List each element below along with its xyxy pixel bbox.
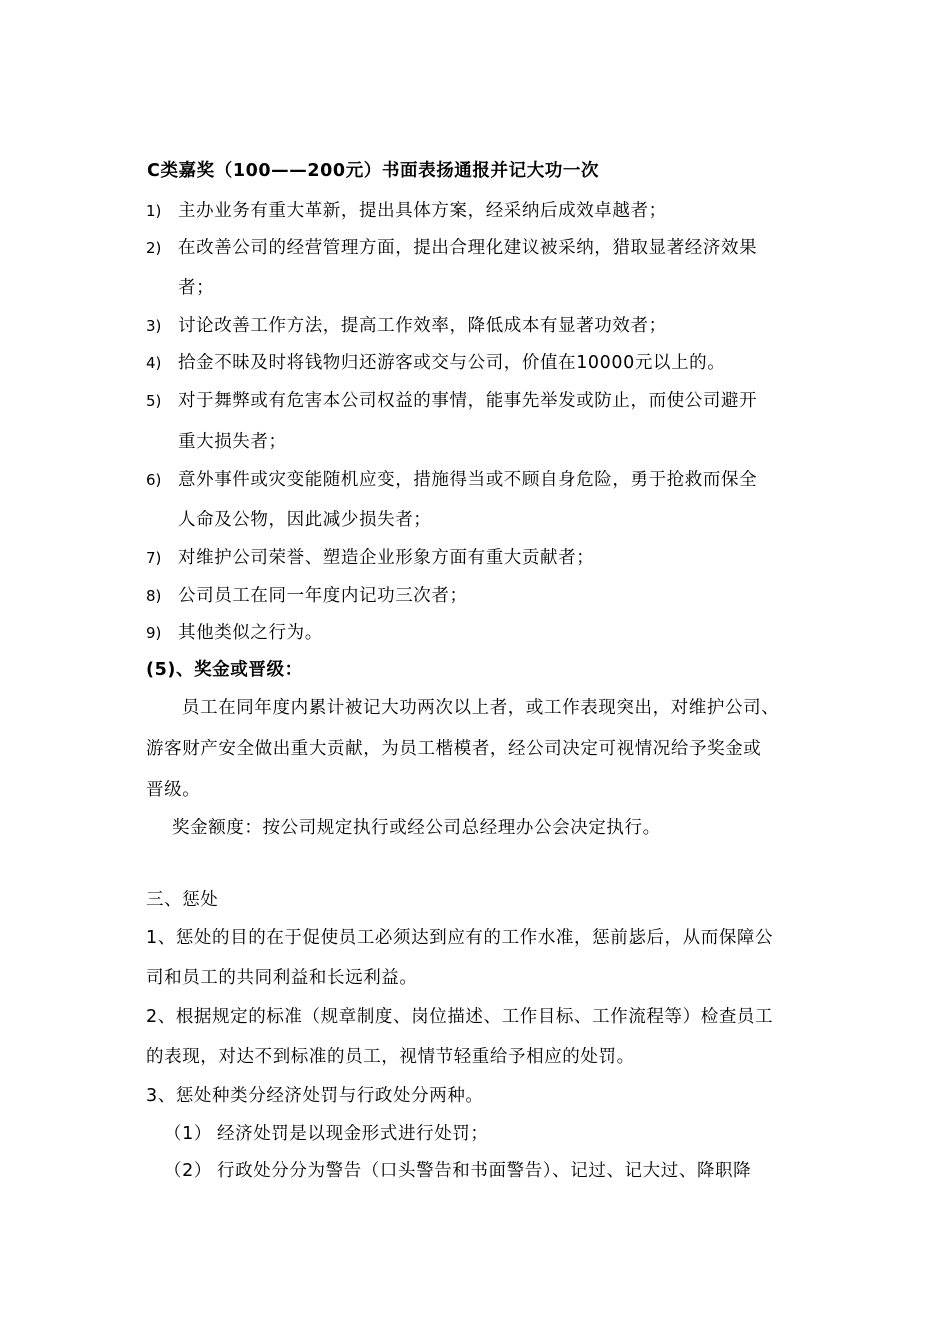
item-3-text: 讨论改善工作方法，提高工作效率，降低成本有显著功效者； [178, 316, 667, 336]
item-6-continuation: 人命及公物，因此减少损失者； [178, 510, 432, 530]
item-6-text: 意外事件或灾变能随机应变，措施得当或不顾自身危险，勇于抢救而保全 [178, 470, 758, 490]
item-8-text: 公司员工在同一年度内记功三次者； [178, 586, 468, 606]
item-8-number: 8) [146, 587, 162, 605]
item-2-text: 在改善公司的经营管理方面，提出合理化建议被采纳，猎取显著经济效果 [178, 238, 758, 258]
item-2-number: 2) [146, 239, 162, 257]
punish-p2-line-2: 的表现，对达不到标准的员工，视情节轻重给予相应的处罚。 [146, 1047, 635, 1067]
punish-p1-line-2: 司和员工的共同利益和长远利益。 [146, 968, 418, 988]
item-9-number: 9) [146, 624, 162, 642]
sub-item-1-number: （1） [164, 1124, 212, 1144]
sub-item-1-text: 经济处罚是以现金形式进行处罚； [217, 1124, 489, 1144]
punish-p3: 3、惩处种类分经济处罚与行政处分两种。 [146, 1086, 484, 1106]
section-c-heading: C类嘉奖（100——200元）书面表扬通报并记大功一次 [147, 161, 600, 181]
section-5-heading: (5)、奖金或晋级： [146, 660, 303, 680]
item-3-number: 3) [146, 317, 162, 335]
punish-p1-line-1: 1、惩处的目的在于促使员工必须达到应有的工作水准，惩前毖后，从而保障公 [146, 928, 774, 948]
item-1-number: 1) [146, 202, 162, 220]
item-9-text: 其他类似之行为。 [178, 623, 323, 643]
item-5-text: 对于舞弊或有危害本公司权益的事情，能事先举发或防止，而使公司避开 [178, 391, 758, 411]
item-4-number: 4) [146, 354, 162, 372]
section-3-heading: 三、惩处 [146, 890, 219, 910]
section-5-para-line-1: 员工在同年度内累计被记大功两次以上者，或工作表现突出，对维护公司、 [182, 698, 780, 718]
section-5-para-line-3: 晋级。 [146, 780, 201, 800]
item-1-text: 主办业务有重大革新，提出具体方案，经采纳后成效卓越者； [178, 201, 667, 221]
sub-item-2-text: 行政处分分为警告（口头警告和书面警告）、记过、记大过、降职降 [217, 1161, 752, 1181]
item-4-text: 拾金不昧及时将钱物归还游客或交与公司，价值在10000元以上的。 [178, 353, 726, 373]
sub-item-2-number: （2） [164, 1161, 212, 1181]
item-5-continuation: 重大损失者； [178, 432, 287, 452]
item-5-number: 5) [146, 392, 162, 410]
section-5-para-line-2: 游客财产安全做出重大贡献，为员工楷模者，经公司决定可视情况给予奖金或 [146, 739, 762, 759]
item-2-continuation: 者； [178, 278, 215, 298]
bonus-amount-text: 奖金额度：按公司规定执行或经公司总经理办公会决定执行。 [172, 818, 661, 838]
item-6-number: 6) [146, 471, 162, 489]
item-7-number: 7) [146, 549, 162, 567]
item-7-text: 对维护公司荣誉、塑造企业形象方面有重大贡献者； [178, 548, 595, 568]
punish-p2-line-1: 2、根据规定的标准（规章制度、岗位描述、工作目标、工作流程等）检查员工 [146, 1007, 774, 1027]
